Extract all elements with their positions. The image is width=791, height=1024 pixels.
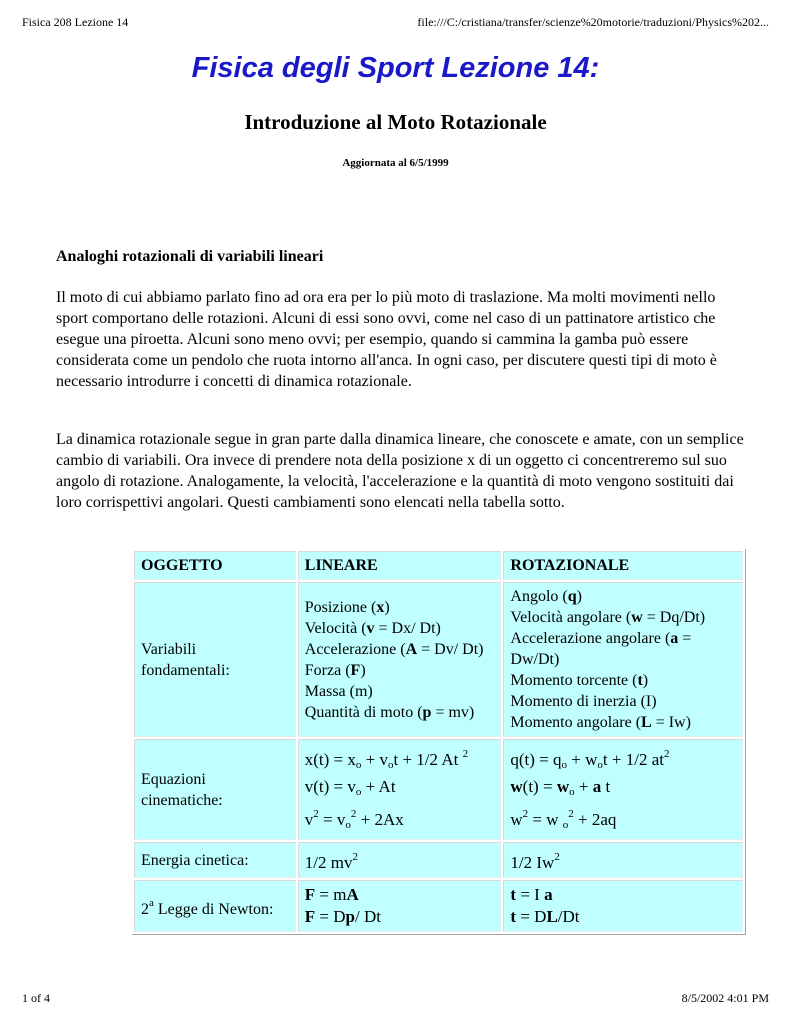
cell-line: F = Dp/ Dt	[304, 907, 381, 926]
cell-linear-newton	[298, 880, 502, 932]
cell-linear-energia	[298, 842, 502, 878]
cell-line: 1/2 $mv^2$	[304, 851, 358, 872]
page-count: 1 of 4	[22, 991, 50, 1005]
cell-line: t = I a	[510, 885, 553, 904]
cell-line: Quantità di moto (p = mv)	[304, 703, 475, 721]
cell-rotational-equazioni	[503, 739, 743, 840]
page-title: Fisica degli Sport Lezione 14:	[191, 52, 600, 84]
header-rotazionale: ROTAZIONALE	[503, 551, 743, 580]
cell-line: $w(t) = w_o + a$ t	[510, 777, 611, 798]
cell-rotational-newton	[503, 880, 743, 932]
row-label-newton: 2$^a$ Legge di Newton:	[134, 880, 296, 932]
cell-line: Forza (F)	[304, 661, 366, 679]
cell-line: t = DL/Dt	[510, 907, 580, 926]
header-oggetto: OGGETTO	[134, 551, 296, 580]
cell-line: Angolo (q)	[510, 588, 582, 605]
row-label-equazioni: Equazioni cinematiche:	[134, 739, 296, 840]
cell-linear-variabili	[298, 582, 502, 737]
cell-line: $v^2 = v_o^2 + 2Ax$	[304, 808, 404, 831]
table-row-energia	[134, 842, 743, 878]
cell-rotational-energia	[503, 842, 743, 878]
cell-line: Massa (m)	[304, 682, 373, 700]
row-label-variabili: Variabili fondamentali:	[134, 582, 296, 737]
cell-line: Momento angolare (L = Iw)	[510, 714, 691, 731]
cell-line: Accelerazione (A = Dv/ Dt)	[304, 640, 484, 658]
cell-line: Velocità (v = Dx/ Dt)	[304, 619, 441, 637]
row-label-energia: Energia cinetica:	[134, 842, 296, 878]
print-timestamp: 8/5/2002 4:01 PM	[681, 991, 769, 1005]
cell-line: $q(t) = q_o + w_ot + 1/2$ $at^2$	[510, 748, 670, 771]
cell-line: $w^2 = w$ $_o^2$ + 2aq	[510, 808, 617, 831]
header-lineare: LINEARE	[298, 551, 502, 580]
table-row-variabili	[134, 582, 743, 737]
page-subtitle: Introduzione al Moto Rotazionale	[244, 110, 547, 134]
cell-linear-equazioni	[298, 739, 502, 840]
paragraph-1: Il moto di cui abbiamo parlato fino ad ora era per lo più moto di traslazione. Ma molti movimenti nello sport comportano delle rotazioni. Alcuni di essi sono ovvi, come nel caso di un pattinatore artistico che esegue una piroetta. Alcuni sono meno ovvi; per esempio, quando si cammina la gamba può essere considerata come un pendolo che ruota intorno all'anca. In ogni caso, per discutere questi tipi di moto è necessario introdurre i concetti di dinamica rotazionale.	[56, 289, 717, 390]
comparison-table	[132, 549, 746, 935]
cell-line: Momento di inerzia (I)	[510, 693, 657, 710]
cell-line: F = mA	[304, 885, 359, 904]
cell-line: Momento torcente (t)	[510, 672, 649, 689]
cell-line: $x(t) = x_o + v_ot + 1/2$ At $^2$	[304, 748, 469, 771]
cell-line: Accelerazione angolare (a = Dw/Dt)	[510, 630, 692, 668]
cell-line: $v(t) = v_o + At$	[304, 777, 396, 798]
table-header-row	[134, 551, 743, 580]
cell-line: Posizione (x)	[304, 598, 390, 616]
table-row-equazioni	[134, 739, 743, 840]
paragraph-2: La dinamica rotazionale segue in gran parte dalla dinamica lineare, che conoscete e amate, con un semplice cambio di variabili. Ora invece di prendere nota della posizione x di un oggetto ci concentreremo sul suo angolo di rotazione. Analogamente, la velocità, l'accelerazione e la quantità di moto vengono sostituiti dai loro corrispettivi angolari. Questi cambiamenti sono elencati nella tabella sotto.	[56, 431, 744, 511]
updated-date: Aggiornata al 6/5/1999	[342, 157, 449, 169]
cell-line: 1/2 Iw$^2$	[510, 851, 560, 872]
section-heading: Analoghi rotazionali di variabili lineari	[56, 248, 324, 265]
cell-rotational-variabili	[503, 582, 743, 737]
browser-header-url: file:///C:/cristiana/transfer/scienze%20motorie/traduzioni/Physics%202...	[417, 15, 769, 29]
cell-line: Velocità angolare (w = Dq/Dt)	[510, 609, 706, 626]
browser-header-title: Fisica 208 Lezione 14	[22, 15, 129, 29]
table-row-newton	[134, 880, 743, 932]
